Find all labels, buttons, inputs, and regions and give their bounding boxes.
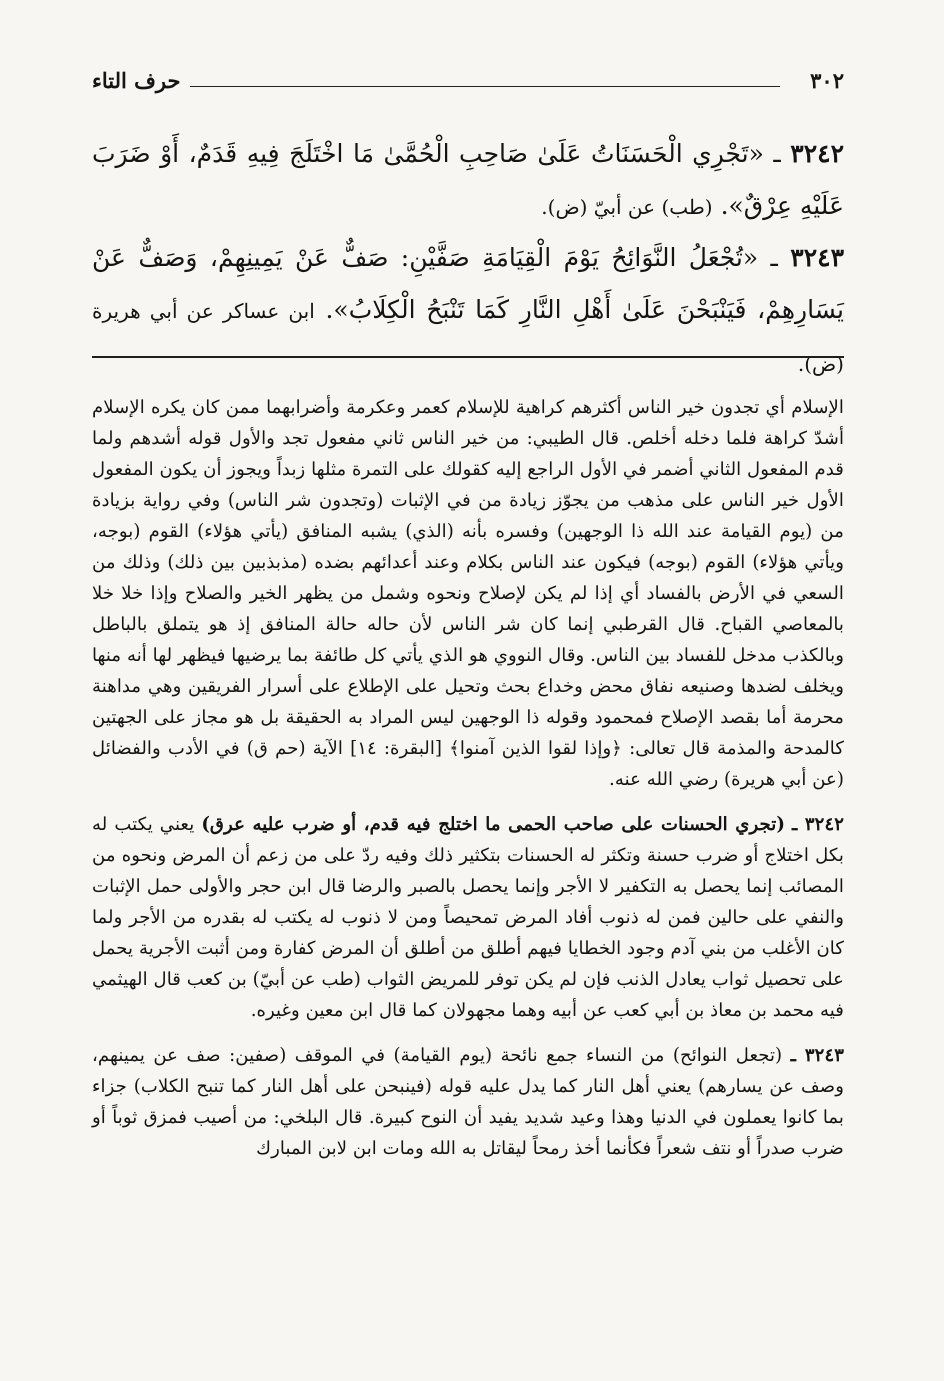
- commentary-paragraph-3242: [92, 809, 844, 1026]
- hadith-number: ٣٢٤٢: [790, 139, 844, 168]
- commentary-text: يعني يكتب له بكل اختلاج أو ضرب حسنة وتكثر له الحسنات بتكثير ذلك وفيه ردّ على من زعم أن المرض ونحوه من المصائب إنما يحصل به التكفير لا الأجر وإنما يحصل بالصبر والرضا قال ابن حجر والأولى حمل الإثبات والنفي على حالين فمن له ذنوب أفاد المرض تمحيصاً ومن لا ذنوب له يكتب له بقدره من الأجر ولما كان الأغلب من بني آدم وجود الخطايا فيهم أطلق من أطلق أن المرض كفارة ومن أثبت الأجرية يحمل على تحصيل ثواب يعادل الذنب فإن لم يكن توفر للمريض الثواب (طب عن أبيّ) بن كعب قال الهيثمي فيه محمد بن معاذ بن أبي كعب عن أبيه وهما مجهولان كما قال ابن معين وغيره.: [92, 814, 844, 1021]
- hadith-source: ابن عساكر عن أبي هريرة (ض).: [92, 299, 844, 376]
- hadith-3243: ٣٢٤٣ ـ «تُجْعَلُ النَّوَائِحُ يَوْمَ الْقِيَامَةِ صَفَّيْنِ: صَفٌّ عَنْ يَمِينِهِمْ، وَصَفٌّ عَنْ يَسَارِهِمْ، فَيَنْبَحْنَ عَلَىٰ أَهْلِ النَّارِ كَمَا تَنْبَحُ الْكِلَابُ». ابن عساكر عن أبي هريرة (ض).: [92, 243, 844, 376]
- hadith-number: ٣٢٤٣: [790, 243, 844, 272]
- page-number: ٣٠٢: [810, 68, 844, 93]
- commentary: [92, 392, 844, 1164]
- hadith-text: «تَجْرِي الْحَسَنَاتُ عَلَىٰ صَاحِبِ الْحُمَّىٰ مَا اخْتَلَجَ فِيهِ قَدَمٌ، أَوْ ضَرَبَ عَلَيْهِ عِرْقٌ».: [92, 139, 844, 220]
- hadith-text: «تُجْعَلُ النَّوَائِحُ يَوْمَ الْقِيَامَةِ صَفَّيْنِ: صَفٌّ عَنْ يَمِينِهِمْ، وَصَفٌّ عَنْ يَسَارِهِمْ، فَيَنْبَحْنَ عَلَىٰ أَهْلِ النَّارِ كَمَا تَنْبَحُ الْكِلَابُ».: [92, 243, 844, 324]
- hadith-source: (طب) عن أبيّ (ض).: [541, 195, 713, 219]
- commentary-paragraph-3243: [92, 1040, 844, 1164]
- footnote-divider: [92, 356, 844, 358]
- hadith-3242: ٣٢٤٢ ـ «تَجْرِي الْحَسَنَاتُ عَلَىٰ صَاحِبِ الْحُمَّىٰ مَا اخْتَلَجَ فِيهِ قَدَمٌ، أَوْ ضَرَبَ عَلَيْهِ عِرْقٌ». (طب) عن أبيّ (ض).: [92, 139, 844, 220]
- commentary-number: ٣٢٤٢ ـ: [792, 814, 844, 835]
- commentary-number: ٣٢٤٣ ـ: [790, 1045, 844, 1066]
- page-header: [92, 68, 844, 104]
- header-rule: [190, 86, 780, 87]
- commentary-lead: (تجري الحسنات على صاحب الحمى ما اختلج فيه قدم، أو ضرب عليه عرق): [201, 814, 785, 835]
- chapter-title: حرف التاء: [92, 68, 181, 93]
- commentary-paragraph-1: الإسلام أي تجدون خير الناس أكثرهم كراهية للإسلام كعمر وعكرمة وأضرابهما ممن كان يكره الإسلام أشدّ كراهة فلما دخله أخلص. قال الطيبي: من خير الناس ثاني مفعول تجد والأول قوله أشدهم ولما قدم المفعول الثاني أضمر في الأول الراجع إليه كقولك على التمرة مثلها زبداً ويجوز أن يكون المفعول الأول خير الناس على مذهب من يجوّز زيادة من في الإثبات (وتجدون شر الناس) وفي رواية بزيادة من (يوم القيامة عند الله ذا الوجهين) وفسره بأنه (الذي) يشبه المنافق (يأتي هؤلاء) القوم (بوجه، ويأتي هؤلاء) القوم (بوجه) فيكون عند الناس بكلام وعند أعدائهم بضده (مذبذبين بين ذلك) وذلك من السعي في الأرض بالفساد أي إذا لم يكن لإصلاح ونحوه وشمل من يظهر الخير والصلاح وإذا خلا خلا بالمعاصي القباح. قال القرطبي إنما كان شر الناس لأن حاله حالة المنافق إذ هو يتملق بالباطل وبالكذب مدخل للفساد بين الناس. وقال النووي هو الذي يأتي كل طائفة بما يرضيها فيظهر لها أنه منها ويخلف لضدها وصنيعه نفاق محض وخداع بحث وتحيل على الإطلاع على أسرار الفريقين وهي مداهنة محرمة أما بقصد الإصلاح فمحمود وقوله ذا الوجهين ليس المراد به الحقيقة بل هو مجاز على الجهتين كالمدحة والمذمة قال تعالى: ﴿وإذا لقوا الذين آمنوا﴾ [البقرة: ١٤] الآية (حم ق) في الأدب والفضائل (عن أبي هريرة) رضي الله عنه.: [92, 397, 844, 790]
- commentary-text: (تجعل النوائح) من النساء جمع نائحة (يوم القيامة) في الموقف (صفين: صف عن يمينهم، وصف عن يسارهم) يعني أهل النار كما يدل عليه قوله (فينبحن على أهل النار كما تنبح الكلاب) جزاء بما كانوا يعملون في الدنيا وهذا وعيد شديد يفيد أن النوح كبيرة. قال البلخي: من أصيب فمزق ثوباً أو ضرب صدراً أو نتف شعراً فكأنما أخذ رمحاً ليقاتل به الله ومات ابن لابن المبارك: [92, 1045, 844, 1159]
